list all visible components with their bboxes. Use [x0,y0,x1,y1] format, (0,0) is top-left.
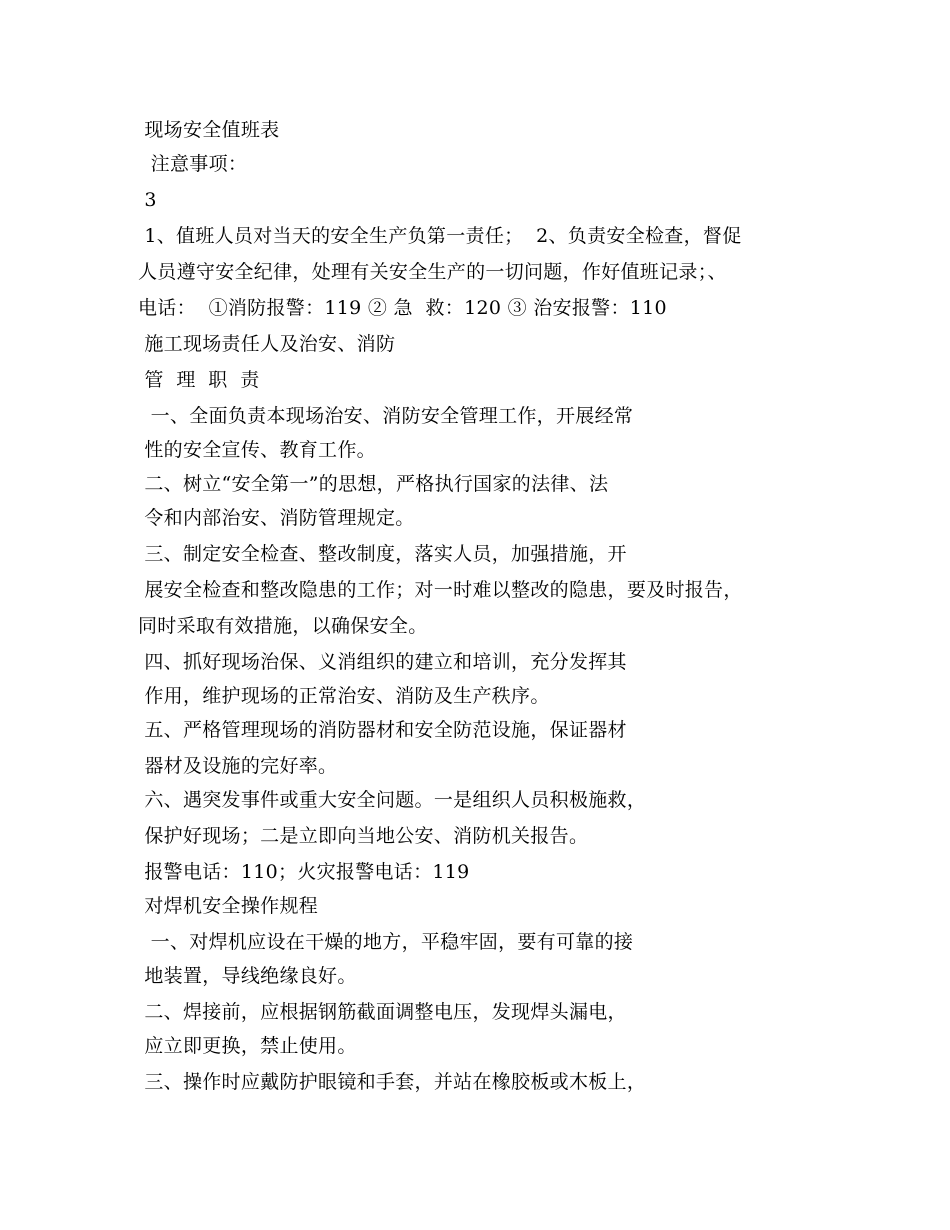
text-line: 报警电话：110；火灾报警电话：119 [138,861,470,883]
text-line: 电话： ①消防报警：119 ② 急 救：120 ③ 治安报警：110 [138,297,667,319]
text-line: 人员遵守安全纪律，处理有关安全生产的一切问题，作好值班记录；、 [138,261,727,283]
text-line: 一、全面负责本现场治安、消防安全管理工作，开展经常 [138,405,634,427]
text-line: 一、对焊机应设在干燥的地方，平稳牢固，要有可靠的接 [138,931,634,953]
text-line: 三、制定安全检查、整改制度，落实人员，加强措施，开 [138,543,627,565]
text-line: 作用，维护现场的正常治安、消防及生产秩序。 [138,685,550,707]
text-line: 3 [138,189,157,211]
section-heading: 对焊机安全操作规程 [138,895,319,917]
text-line: 二、焊接前，应根据钢筋截面调整电压，发现焊头漏电， [138,1001,627,1023]
text-line: 令和内部治安、消防管理规定。 [138,507,415,529]
text-line: 应立即更换，禁止使用。 [138,1035,357,1057]
text-line: 六、遇突发事件或重大安全问题。一是组织人员积极施救， [138,789,647,811]
document-title: 现场安全值班表 [138,119,280,141]
text-line: 同时采取有效措施，以确保安全。 [138,615,428,637]
section-heading: 施工现场责任人及治安、消防 [138,333,396,355]
section-heading: 管 理 职 责 [138,369,260,391]
text-line: 展安全检查和整改隐患的工作；对一时难以整改的隐患，要及时报告， [138,579,743,601]
text-line: 三、操作时应戴防护眼镜和手套，并站在橡胶板或木板上， [138,1071,647,1093]
text-line: 注意事项： [138,153,248,175]
text-line: 器材及设施的完好率。 [138,755,338,777]
text-line: 二、树立“安全第一”的思想，严格执行国家的法律、法 [138,473,609,495]
text-line: 性的安全宣传、教育工作。 [138,439,376,461]
text-line: 保护好现场；二是立即向当地公安、消防机关报告。 [138,825,589,847]
text-line: 四、抓好现场治保、义消组织的建立和培训，充分发挥其 [138,651,627,673]
text-line: 五、严格管理现场的消防器材和安全防范设施，保证器材 [138,719,627,741]
text-line: 地装置，导线绝缘良好。 [138,965,357,987]
text-line: 1、值班人员对当天的安全生产负第一责任； 2、负责安全检查，督促 [138,225,742,247]
